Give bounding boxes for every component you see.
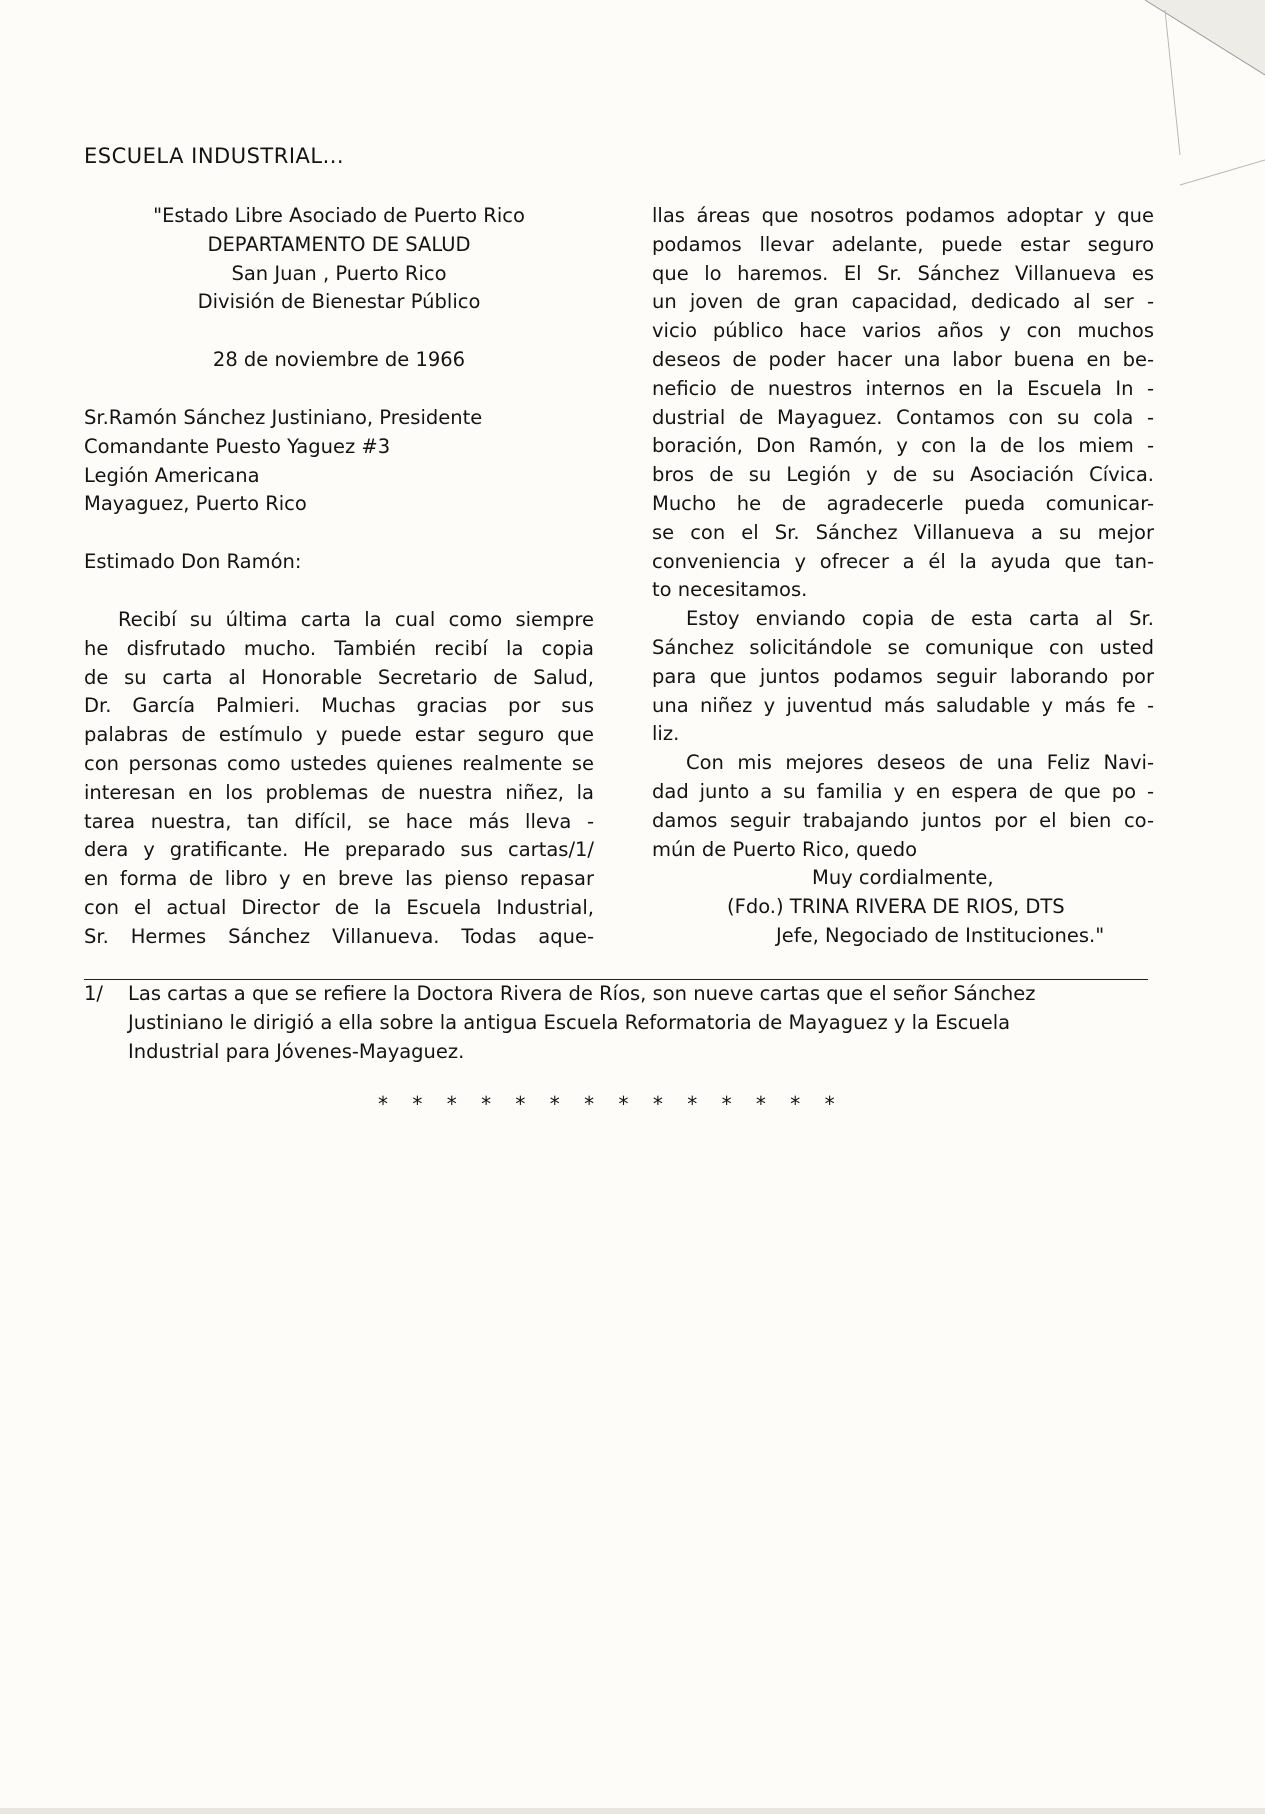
body-line: se con el Sr. Sánchez Villanueva a su mejor bbox=[652, 520, 1154, 544]
body-line: Recibí su última carta la cual como siempre bbox=[118, 607, 594, 631]
body-line: liz. bbox=[652, 722, 680, 746]
body-line: dustrial de Mayaguez. Contamos con su cola - bbox=[652, 405, 1154, 429]
body-line: una niñez y juventud más saludable y más fe - bbox=[652, 693, 1154, 717]
body-line: mún de Puerto Rico, quedo bbox=[652, 837, 918, 861]
right-body-paragraph-3 bbox=[652, 749, 1154, 864]
body-line: Sánchez solicitándole se comunique con usted bbox=[652, 635, 1154, 659]
letterhead bbox=[84, 202, 594, 317]
body-line: neficio de nuestros internos en la Escuela In - bbox=[652, 376, 1154, 400]
footnote-line: Justiniano le dirigió a ella sobre la antigua Escuela Reformatoria de Mayaguez y la Escuela bbox=[128, 1010, 1011, 1034]
body-line: palabras de estímulo y puede estar seguro que bbox=[84, 723, 594, 747]
closing: Muy cordialmente, bbox=[812, 866, 994, 890]
body-line: podamos llevar adelante, puede estar seguro bbox=[652, 232, 1154, 256]
body-line: de su carta al Honorable Secretario de Salud, bbox=[84, 665, 594, 689]
document-heading: ESCUELA INDUSTRIAL... bbox=[84, 144, 345, 168]
body-line: deseos de poder hacer una labor buena en be- bbox=[652, 347, 1154, 371]
signature-title: Jefe, Negociado de Instituciones." bbox=[776, 923, 1105, 947]
body-line: Estoy enviando copia de esta carta al Sr. bbox=[686, 607, 1154, 631]
recipient-line: Sr.Ramón Sánchez Justiniano, Presidente bbox=[84, 405, 483, 429]
body-line: para que juntos podamos seguir laborando por bbox=[652, 664, 1154, 688]
right-body-paragraph-2 bbox=[652, 605, 1154, 749]
right-body-paragraph-1 bbox=[652, 202, 1154, 605]
body-line: con personas como ustedes quienes realmente se bbox=[84, 751, 594, 775]
body-line: bros de su Legión y de su Asociación Cívica. bbox=[652, 463, 1154, 487]
recipient-line: Legión Americana bbox=[84, 463, 260, 487]
body-line: Mucho he de agradecerle pueda comunicar- bbox=[652, 491, 1154, 515]
right-column bbox=[652, 202, 1154, 951]
letter-date: 28 de noviembre de 1966 bbox=[212, 348, 466, 372]
body-line: que lo haremos. El Sr. Sánchez Villanueva es bbox=[652, 261, 1154, 285]
body-line: con el actual Director de la Escuela Industrial, bbox=[84, 895, 594, 919]
signature: (Fdo.) TRINA RIVERA DE RIOS, DTS bbox=[727, 895, 1065, 919]
letterhead-line: San Juan , Puerto Rico bbox=[231, 261, 447, 285]
body-line: tarea nuestra, tan difícil, se hace más lleva - bbox=[84, 809, 594, 833]
page-bottom-edge bbox=[0, 1808, 1265, 1814]
body-line: boración, Don Ramón, y con la de los miem - bbox=[652, 434, 1154, 458]
body-line: damos seguir trabajando juntos por el bien co- bbox=[652, 808, 1154, 832]
body-line: he disfrutado mucho. También recibí la copia bbox=[84, 636, 594, 660]
folded-corner bbox=[1105, 0, 1265, 200]
letterhead-line: "Estado Libre Asociado de Puerto Rico bbox=[153, 204, 525, 227]
body-line: en forma de libro y en breve las pienso repasar bbox=[84, 867, 594, 891]
body-line: interesan en los problemas de nuestra niñez, la bbox=[84, 780, 594, 804]
body-line: to necesitamos. bbox=[652, 578, 808, 602]
letterhead-line: DEPARTAMENTO DE SALUD bbox=[207, 232, 471, 256]
recipient-block bbox=[84, 404, 594, 519]
body-line: conveniencia y ofrecer a él la ayuda que tan- bbox=[652, 549, 1154, 573]
section-separator: * * * * * * * * * * * * * * bbox=[378, 1092, 837, 1116]
body-line: dera y gratificante. He preparado sus cartas/1/ bbox=[84, 838, 594, 862]
body-line: un joven de gran capacidad, dedicado al ser - bbox=[652, 290, 1154, 314]
footnote-marker: 1/ bbox=[84, 982, 103, 1005]
left-column bbox=[84, 202, 594, 952]
body-line: vicio público hace varios años y con muchos bbox=[652, 319, 1154, 343]
footnote-line: Las cartas a que se refiere la Doctora Rivera de Ríos, son nueve cartas que el señor Sánchez bbox=[128, 982, 1036, 1005]
body-line: dad junto a su familia y en espera de que po - bbox=[652, 779, 1154, 803]
recipient-line: Mayaguez, Puerto Rico bbox=[84, 492, 307, 516]
letterhead-line: División de Bienestar Público bbox=[197, 290, 481, 314]
body-line: llas áreas que nosotros podamos adoptar y que bbox=[652, 204, 1154, 227]
salutation: Estimado Don Ramón: bbox=[84, 550, 302, 574]
body-line: Dr. García Palmieri. Muchas gracias por sus bbox=[84, 694, 594, 718]
body-line: Sr. Hermes Sánchez Villanueva. Todas aque- bbox=[84, 924, 594, 948]
recipient-line: Comandante Puesto Yaguez #3 bbox=[84, 434, 391, 458]
footnote bbox=[128, 980, 1128, 1066]
left-body bbox=[84, 606, 594, 952]
body-line: Con mis mejores deseos de una Feliz Navi- bbox=[686, 751, 1154, 775]
footnote-line: Industrial para Jóvenes-Mayaguez. bbox=[128, 1039, 465, 1063]
